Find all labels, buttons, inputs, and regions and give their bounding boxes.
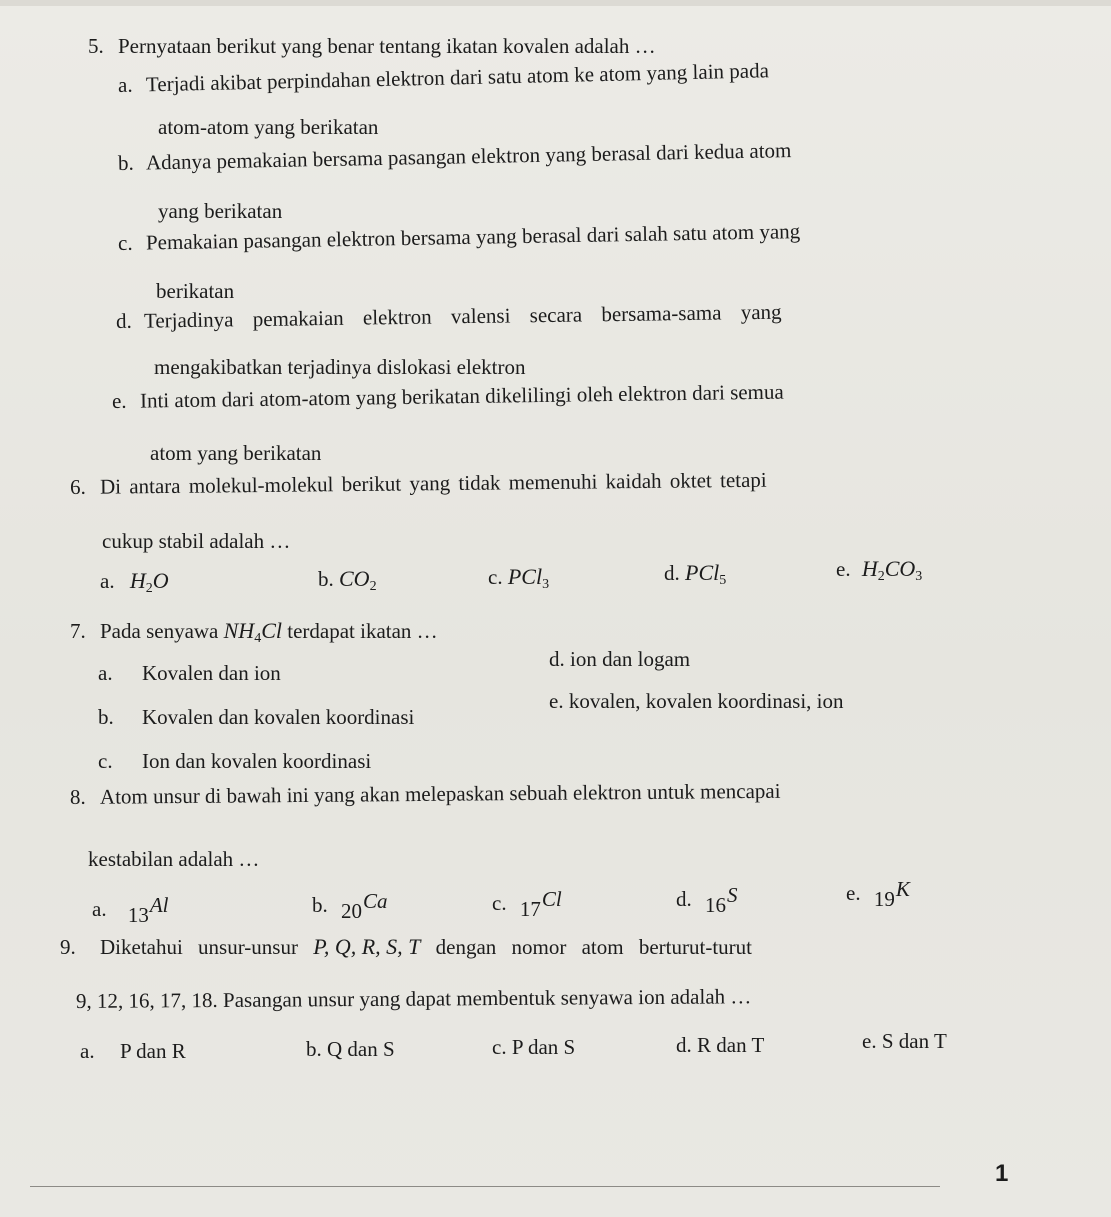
question-8 — [70, 778, 781, 810]
q8-option-d: d. 16S — [676, 883, 738, 917]
q8-option-c: c. 17Cl — [492, 887, 562, 921]
q5-option-e-cont: atom yang berikatan — [150, 441, 322, 465]
q5-option-d-cont: mengakibatkan terjadinya dislokasi elektron — [154, 355, 526, 379]
question-5 — [88, 33, 656, 59]
q7-option-e: e. kovalen, kovalen koordinasi, ion — [549, 689, 844, 713]
atomic-numbers: 9, 12, 16, 17, 18. — [75, 988, 218, 1013]
question-6-cont: cukup stabil adalah … — [102, 529, 291, 553]
q5-option-b: b. Adanya pemakaian bersama pasangan elektron yang berasal dari kedua atom — [117, 138, 792, 175]
question-6 — [70, 467, 767, 500]
q9-option-b: b. Q dan S — [306, 1037, 395, 1061]
q8-option-e: e. 19K — [846, 877, 910, 911]
q6-option-b: b. $CO_2$ — [318, 566, 377, 594]
element-symbol: Ca — [363, 889, 388, 913]
element-symbol: S — [727, 883, 738, 907]
formula-pcl3: PCl$_3$ — [507, 564, 550, 592]
element-symbol: Cl — [541, 887, 562, 911]
footer-divider — [30, 1186, 940, 1187]
q9-option-e: e. S dan T — [862, 1029, 947, 1053]
q5-option-c-cont: berikatan — [156, 279, 235, 303]
q7-option-d: d. ion dan logam — [549, 647, 691, 671]
question-number: 6. — [69, 474, 86, 499]
q6-option-c: c. PCl$_3$ — [488, 564, 550, 592]
formula-nh4cl: $NH_4Cl$ — [223, 618, 282, 646]
question-text: Pernyataan berikut yang benar tentang ikatan kovalen adalah … — [118, 34, 656, 58]
formula-h2o: $H_2O$ — [129, 568, 169, 596]
question-text: Atom unsur di bawah ini yang akan melepaskan sebuah elektron untuk mencapai — [99, 778, 781, 809]
element-symbol: Al — [149, 893, 169, 917]
formula-co2: $CO_2$ — [339, 566, 377, 594]
q7-option-b: b. Kovalen dan kovalen koordinasi — [98, 705, 415, 729]
q7-option-a: a. Kovalen dan ion — [98, 661, 281, 685]
q6-option-e: e. $H_2CO_3$ — [836, 556, 923, 584]
q6-option-d: d. PCl$_5$ — [664, 560, 727, 588]
element-symbol: K — [895, 877, 910, 901]
question-9: 9. Diketahui unsur-unsur P, Q, R, S, T dengan nomor atom berturut-turut — [60, 934, 752, 959]
page-edge — [0, 0, 1111, 6]
q7-option-c: c. Ion dan kovalen koordinasi — [98, 749, 372, 773]
formula-h2co3: $H_2CO_3$ — [861, 556, 923, 584]
question-text: Di antara molekul-molekul berikut yang tidak memenuhi kaidah oktet tetapi — [99, 467, 767, 499]
element-list: P, Q, R, S, T — [313, 934, 421, 959]
question-number: 7. — [70, 619, 86, 643]
question-number: 9. — [60, 935, 76, 959]
page-number: 1 — [995, 1160, 1009, 1187]
q5-option-e: e. Inti atom dari atom-atom yang berikatan dikelilingi oleh elektron dari semua — [111, 379, 784, 413]
q9-option-a: a. P dan R — [80, 1039, 186, 1063]
q5-option-b-cont: yang berikatan — [158, 199, 283, 223]
formula-pcl5: PCl$_5$ — [685, 560, 727, 588]
question-9-cont: 9, 12, 16, 17, 18. Pasangan unsur yang dapat membentuk senyawa ion adalah … — [75, 984, 752, 1013]
q5-option-a: a. Terjadi akibat perpindahan elektron dari satu atom ke atom yang lain pada — [117, 58, 770, 97]
question-8-cont: kestabilan adalah … — [88, 847, 260, 871]
question-7: 7. Pada senyawa $NH_4Cl$ terdapat ikatan … — [70, 618, 438, 646]
question-number: 8. — [69, 784, 86, 809]
q9-option-c: c. P dan S — [492, 1035, 576, 1059]
q9-option-d: d. R dan T — [676, 1033, 765, 1057]
q6-option-a: a. $H_2O$ — [100, 568, 169, 596]
q5-option-a-cont: atom-atom yang berikatan — [158, 115, 379, 139]
q8-option-b: b. 20Ca — [312, 889, 388, 923]
q8-option-a: a. 13Al — [92, 893, 169, 927]
question-number: 5. — [88, 34, 104, 58]
q5-option-c: c. Pemakaian pasangan elektron bersama yang berasal dari salah satu atom yang — [117, 219, 801, 255]
q5-option-d: d. Terjadinya pemakaian elektron valensi secara bersama-sama yang — [115, 299, 782, 333]
